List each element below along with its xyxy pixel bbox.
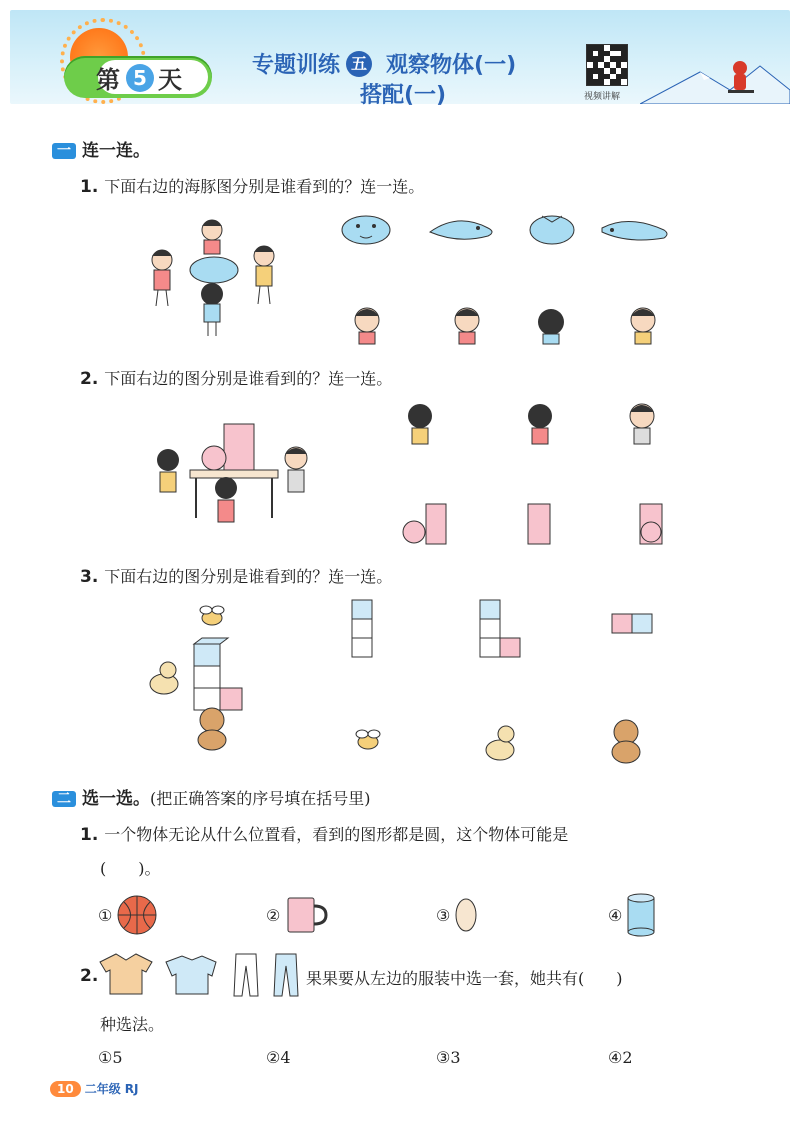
section1-heading	[52, 136, 150, 161]
q2-2-text2: 种选法。	[100, 1015, 165, 1034]
section2-mark: 二	[52, 791, 76, 807]
qr-code-icon[interactable]	[586, 44, 628, 86]
blouse-icon	[100, 954, 152, 994]
boy-side-head	[631, 308, 655, 344]
page-subtitle: 搭配(一)	[360, 83, 447, 108]
view-rect-only	[528, 504, 550, 544]
day-label	[96, 60, 184, 95]
skier-mountain-icon	[640, 60, 790, 104]
egg-icon	[454, 896, 478, 934]
cup-icon	[284, 894, 328, 936]
title-prefix: 专题训练	[252, 53, 341, 78]
q2-1-num: 1.	[80, 825, 99, 845]
q2-2-option-1[interactable]: ①5	[98, 1048, 123, 1067]
section1-title: 连一连。	[82, 141, 150, 161]
q1-3-text: 下面右边的图分别是谁看到的？连一连。	[104, 567, 393, 586]
view-top-two	[612, 614, 652, 633]
page-header	[0, 0, 800, 108]
pants-icon-2	[274, 954, 298, 996]
q3-block-views-row	[350, 598, 660, 660]
basketball-icon	[116, 894, 158, 936]
q1-2-num: 2.	[80, 369, 99, 389]
page-number: 10	[50, 1081, 81, 1097]
q2-1-option-2[interactable]	[266, 894, 328, 936]
clothes-figure	[96, 950, 306, 998]
page-footer	[50, 1080, 138, 1097]
dolphin-scene-figure	[140, 210, 290, 340]
dolphin-back-view	[530, 216, 574, 244]
q2-2-num: 2.	[80, 966, 99, 986]
q2-2-option-3[interactable]: ③3	[436, 1048, 461, 1067]
qr-label: 视频讲解	[584, 92, 621, 102]
q2-1-text: 一个物体无论从什么位置看，看到的图形都是圆，这个物体可能是	[104, 825, 569, 844]
dolphin-right-view	[602, 221, 667, 240]
option-label: ②	[266, 905, 281, 925]
bee-icon	[200, 606, 224, 625]
q1-3	[80, 564, 392, 587]
dolphin-views-row	[338, 208, 678, 250]
title-main: 观察物体(一)	[386, 53, 517, 78]
q2-2-option-4[interactable]: ④2	[608, 1048, 633, 1067]
option-label: ④	[608, 905, 623, 925]
table-scene-figure	[148, 418, 318, 530]
view-rect-with-circle	[640, 504, 662, 544]
q2-shape-views-row	[400, 498, 666, 548]
dolphin-front-view	[342, 216, 390, 244]
boy-side-head-2	[630, 404, 654, 444]
section1-mark: 一	[52, 143, 76, 159]
girl-back-head	[538, 309, 564, 344]
sweater-icon	[166, 956, 216, 994]
q3-animals-row	[350, 712, 650, 768]
bee-icon-2	[356, 730, 380, 749]
grade-label: 二年级	[84, 1082, 121, 1096]
bear-icon-2	[612, 720, 640, 763]
q2-1-option-3[interactable]	[436, 896, 478, 934]
section2-heading	[52, 784, 371, 809]
edition-label: RJ	[124, 1081, 139, 1096]
q1-2-text: 下面右边的图分别是谁看到的？连一连。	[104, 369, 393, 388]
title-badge: 五	[346, 51, 372, 77]
girl-side-head-2	[408, 404, 432, 444]
girl-side-head	[455, 308, 479, 344]
q2-2-option-2[interactable]: ②4	[266, 1048, 291, 1067]
q2-1-option-4[interactable]	[608, 892, 656, 938]
day-prefix: 第	[96, 66, 122, 94]
girl-back-head-2	[528, 404, 552, 444]
view-three-stack	[352, 600, 372, 657]
section2-title: 选一选。	[82, 789, 150, 809]
q1-1-num: 1.	[80, 177, 99, 197]
q1-3-num: 3.	[80, 567, 99, 587]
q1-2	[80, 366, 392, 389]
cubes-scene-figure	[144, 604, 254, 754]
q2-1-option-1[interactable]	[98, 894, 158, 936]
boy-front-head	[355, 308, 379, 344]
q2-kid-heads-row	[398, 398, 666, 452]
q2-1	[80, 822, 568, 845]
pants-icon-1	[234, 954, 258, 996]
dog-icon	[150, 662, 178, 694]
page-title	[252, 48, 516, 79]
view-l-shape	[480, 600, 520, 657]
q1-1	[80, 174, 424, 197]
section2-hint: (把正确答案的序号填在括号里)	[150, 789, 371, 808]
option-label: ①	[98, 905, 113, 925]
option-label: ③	[436, 905, 451, 925]
q2-2-text: 果果要从左边的服装中选一套，她共有( )	[306, 969, 623, 988]
view-circle-and-rect	[403, 504, 446, 544]
day-suffix: 天	[158, 66, 184, 94]
cylinder-icon	[626, 892, 656, 938]
day-number: 5	[126, 64, 154, 92]
q2-1-blank[interactable]: ( )。	[100, 859, 161, 878]
q1-1-text: 下面右边的海豚图分别是谁看到的？连一连。	[104, 177, 425, 196]
bear-icon	[198, 708, 226, 750]
dolphin-left-view	[430, 221, 492, 239]
q1-kid-heads-row	[345, 300, 675, 348]
dog-icon-2	[486, 726, 514, 760]
